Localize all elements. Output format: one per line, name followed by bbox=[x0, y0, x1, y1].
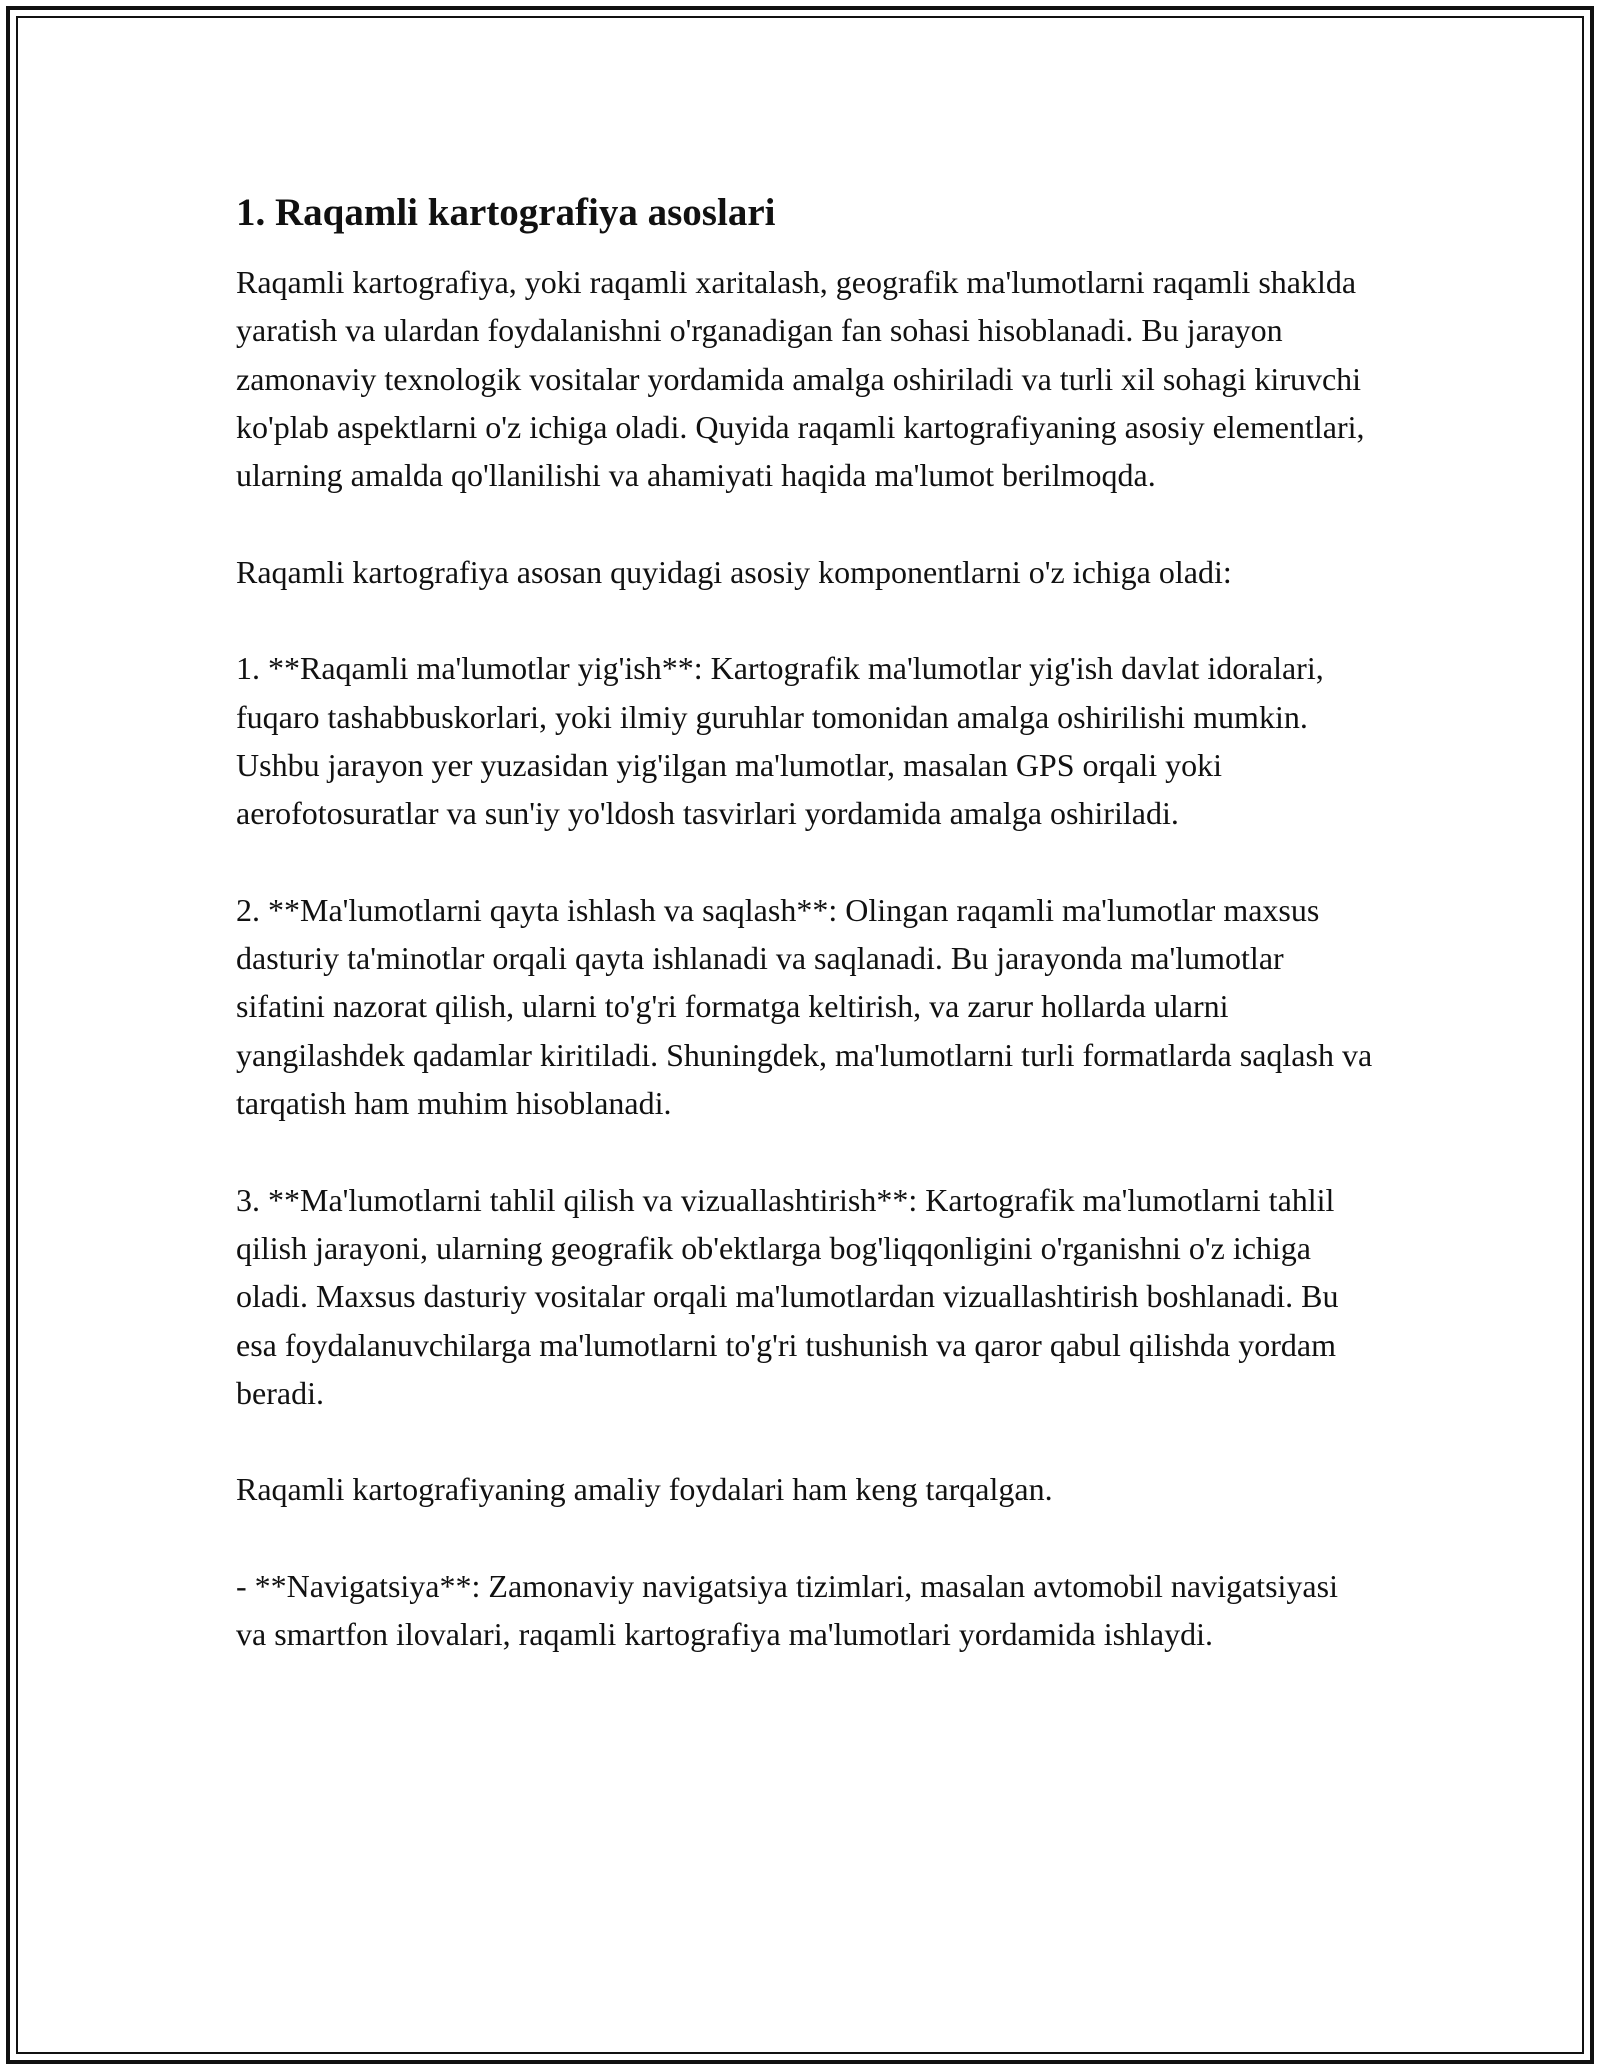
paragraph-item-2: 2. **Ma'lumotlarni qayta ishlash va saqlash**: Olingan raqamli ma'lumotlar maxsus dasturiy ta'minotlar orqali qayta ishlanadi va saqlanadi. Bu jarayonda ma'lumotlar sifatini nazorat qilish, ularni to'g'ri formatga keltirish, va zarur hollarda ularni yangilashdek qadamlar kiritiladi. Shuningdek, ma'lumotlarni turli formatlarda saqlash va tarqatish ham muhim hisoblanadi. bbox=[236, 891, 1373, 1122]
paragraph-components-lead: Raqamli kartografiya asosan quyidagi asosiy komponentlarni o'z ichiga oladi: bbox=[236, 553, 1232, 590]
paragraph-navigation: - **Navigatsiya**: Zamonaviy navigatsiya tizimlari, masalan avtomobil navigatsiyasi va smartfon ilovalari, raqamli kartografiya ma'lumotlari yordamida ishlaydi. bbox=[236, 1568, 1338, 1653]
document-body bbox=[236, 186, 1376, 1659]
paragraph-item-3: 3. **Ma'lumotlarni tahlil qilish va vizuallashtirish**: Kartografik ma'lumotlarni tahlil qilish jarayoni, ularning geografik ob'ektlarga bog'liqqonligini o'rganishni o'z ichiga oladi. Maxsus dasturiy vositalar orqali ma'lumotlardan vizuallashtirish boshlanadi. Bu esa foydalanuvchilarga ma'lumotlarni to'g'ri tushunish va qaror qabul qilishda yordam beradi. bbox=[236, 1181, 1339, 1411]
document-title: 1. Raqamli kartografiya asoslari bbox=[236, 191, 776, 234]
paragraph-intro: Raqamli kartografiya, yoki raqamli xaritalash, geografik ma'lumotlarni raqamli shaklda yaratish va ulardan foydalanishni o'rganadigan fan sohasi hisoblanadi. Bu jarayon zamonaviy texnologik vositalar yordamida amalga oshiriladi va turli xil sohagi kiruvchi ko'plab aspektlarni o'z ichiga oladi. Quyida raqamli kartografiyaning asosiy elementlari, ularning amalda qo'llanilishi va ahamiyati haqida ma'lumot berilmoqda. bbox=[236, 264, 1365, 494]
paragraph-item-1: 1. **Raqamli ma'lumotlar yig'ish**: Kartografik ma'lumotlar yig'ish davlat idoralari, fuqaro tashabbuskorlari, yoki ilmiy guruhlar tomonidan amalga oshirilishi mumkin. Ushbu jarayon yer yuzasidan yig'ilgan ma'lumotlar, masalan GPS orqali yoki aerofotosuratlar va sun'iy yo'ldosh tasvirlari yordamida amalga oshiriladi. bbox=[236, 650, 1324, 832]
paragraph-benefits-lead: Raqamli kartografiyaning amaliy foydalari ham keng tarqalgan. bbox=[236, 1471, 1053, 1508]
